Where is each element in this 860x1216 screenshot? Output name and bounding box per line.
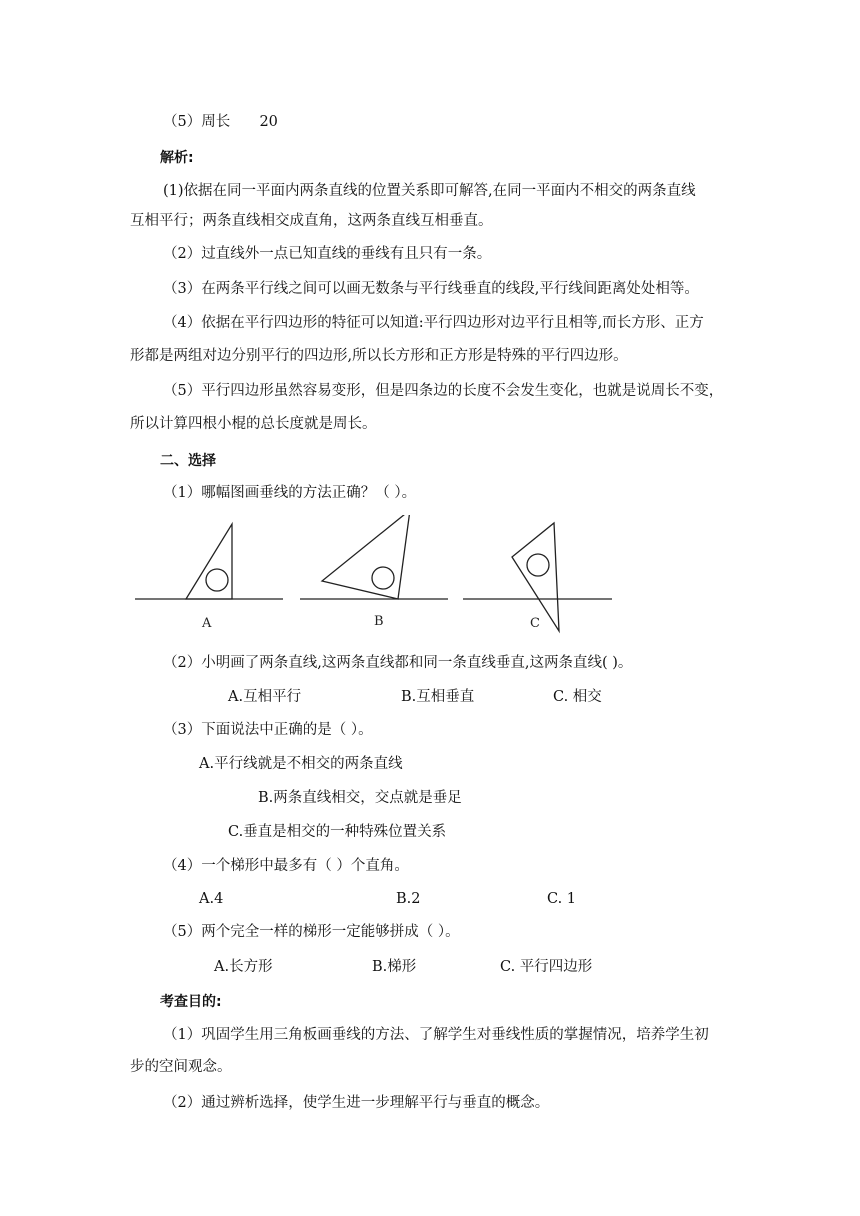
question-3-option-a: A.平行线就是不相交的两条直线 <box>199 756 403 772</box>
purpose-p1-line1: （1）巩固学生用三角板画垂线的方法、了解学生对垂线性质的掌握情况，培养学生初 <box>163 1027 709 1043</box>
question-4-option-b: B.2 <box>396 891 421 907</box>
figure-a <box>135 524 283 599</box>
figure-c <box>463 523 612 631</box>
question-1: （1）哪幅图画垂线的方法正确？（ ）。 <box>163 485 417 501</box>
analysis-p4-line1: （4）依据在平行四边形的特征可以知道:平行四边形对边平行且相等,而长方形、正方 <box>163 315 704 331</box>
figure-a-label: A <box>202 616 212 631</box>
purpose-p2: （2）通过辨析选择，使学生进一步理解平行与垂直的概念。 <box>163 1095 550 1111</box>
figure-b-label: B <box>374 614 384 629</box>
analysis-p1-line1: (1)依据在同一平面内两条直线的位置关系即可解答,在同一平面内不相交的两条直线 <box>163 183 696 199</box>
analysis-heading: 解析: <box>160 150 194 166</box>
set-square-figure <box>130 515 620 640</box>
figure-c-triangle <box>512 523 559 631</box>
choice-heading: 二、选择 <box>160 453 216 469</box>
question-5-option-c: C. 平行四边形 <box>500 959 593 975</box>
answer-5-label: （5）周长 <box>163 114 231 130</box>
answer-5-value: 20 <box>259 114 278 130</box>
question-2-option-c: C. 相交 <box>553 689 602 705</box>
answer-5 <box>163 112 278 132</box>
set-square-diagrams <box>130 515 620 640</box>
figure-c-circle <box>527 554 549 576</box>
analysis-p1-line2: 互相平行；两条直线相交成直角，这两条直线互相垂直。 <box>130 213 493 229</box>
figure-b-triangle <box>322 515 410 599</box>
figure-a-circle <box>206 569 228 591</box>
question-3-option-c: C.垂直是相交的一种特殊位置关系 <box>228 824 447 840</box>
analysis-p4-line2: 形都是两组对边分别平行的四边形,所以长方形和正方形是特殊的平行四边形。 <box>130 348 628 364</box>
analysis-p5-line2: 所以计算四根小棍的总长度就是周长。 <box>130 416 377 432</box>
figure-b-circle <box>372 567 394 589</box>
question-5-option-b: B.梯形 <box>372 959 417 975</box>
question-4-option-c: C. 1 <box>547 891 577 907</box>
figure-b <box>300 515 448 599</box>
analysis-p3: （3）在两条平行线之间可以画无数条与平行线垂直的线段,平行线间距离处处相等。 <box>163 281 699 297</box>
question-3-option-b: B.两条直线相交，交点就是垂足 <box>258 790 462 806</box>
question-4-option-a: A.4 <box>199 891 224 907</box>
question-2-option-b: B.互相垂直 <box>401 689 475 705</box>
question-4: （4）一个梯形中最多有（ ）个直角。 <box>163 858 409 874</box>
question-2-option-a: A.互相平行 <box>228 689 302 705</box>
analysis-p5-line1: （5）平行四边形虽然容易变形，但是四条边的长度不会发生变化，也就是说周长不变， <box>163 383 724 399</box>
question-5-option-a: A.长方形 <box>214 959 273 975</box>
question-2: （2）小明画了两条直线,这两条直线都和同一条直线垂直,这两条直线( )。 <box>163 655 633 671</box>
figure-c-label: C <box>530 616 540 631</box>
purpose-p1-line2: 步的空间观念。 <box>130 1059 232 1075</box>
purpose-heading: 考查目的: <box>160 994 222 1010</box>
analysis-p2: （2）过直线外一点已知直线的垂线有且只有一条。 <box>163 246 492 262</box>
question-3: （3）下面说法中正确的是（ ）。 <box>163 722 373 738</box>
question-5: （5）两个完全一样的梯形一定能够拼成（ ）。 <box>163 924 460 940</box>
